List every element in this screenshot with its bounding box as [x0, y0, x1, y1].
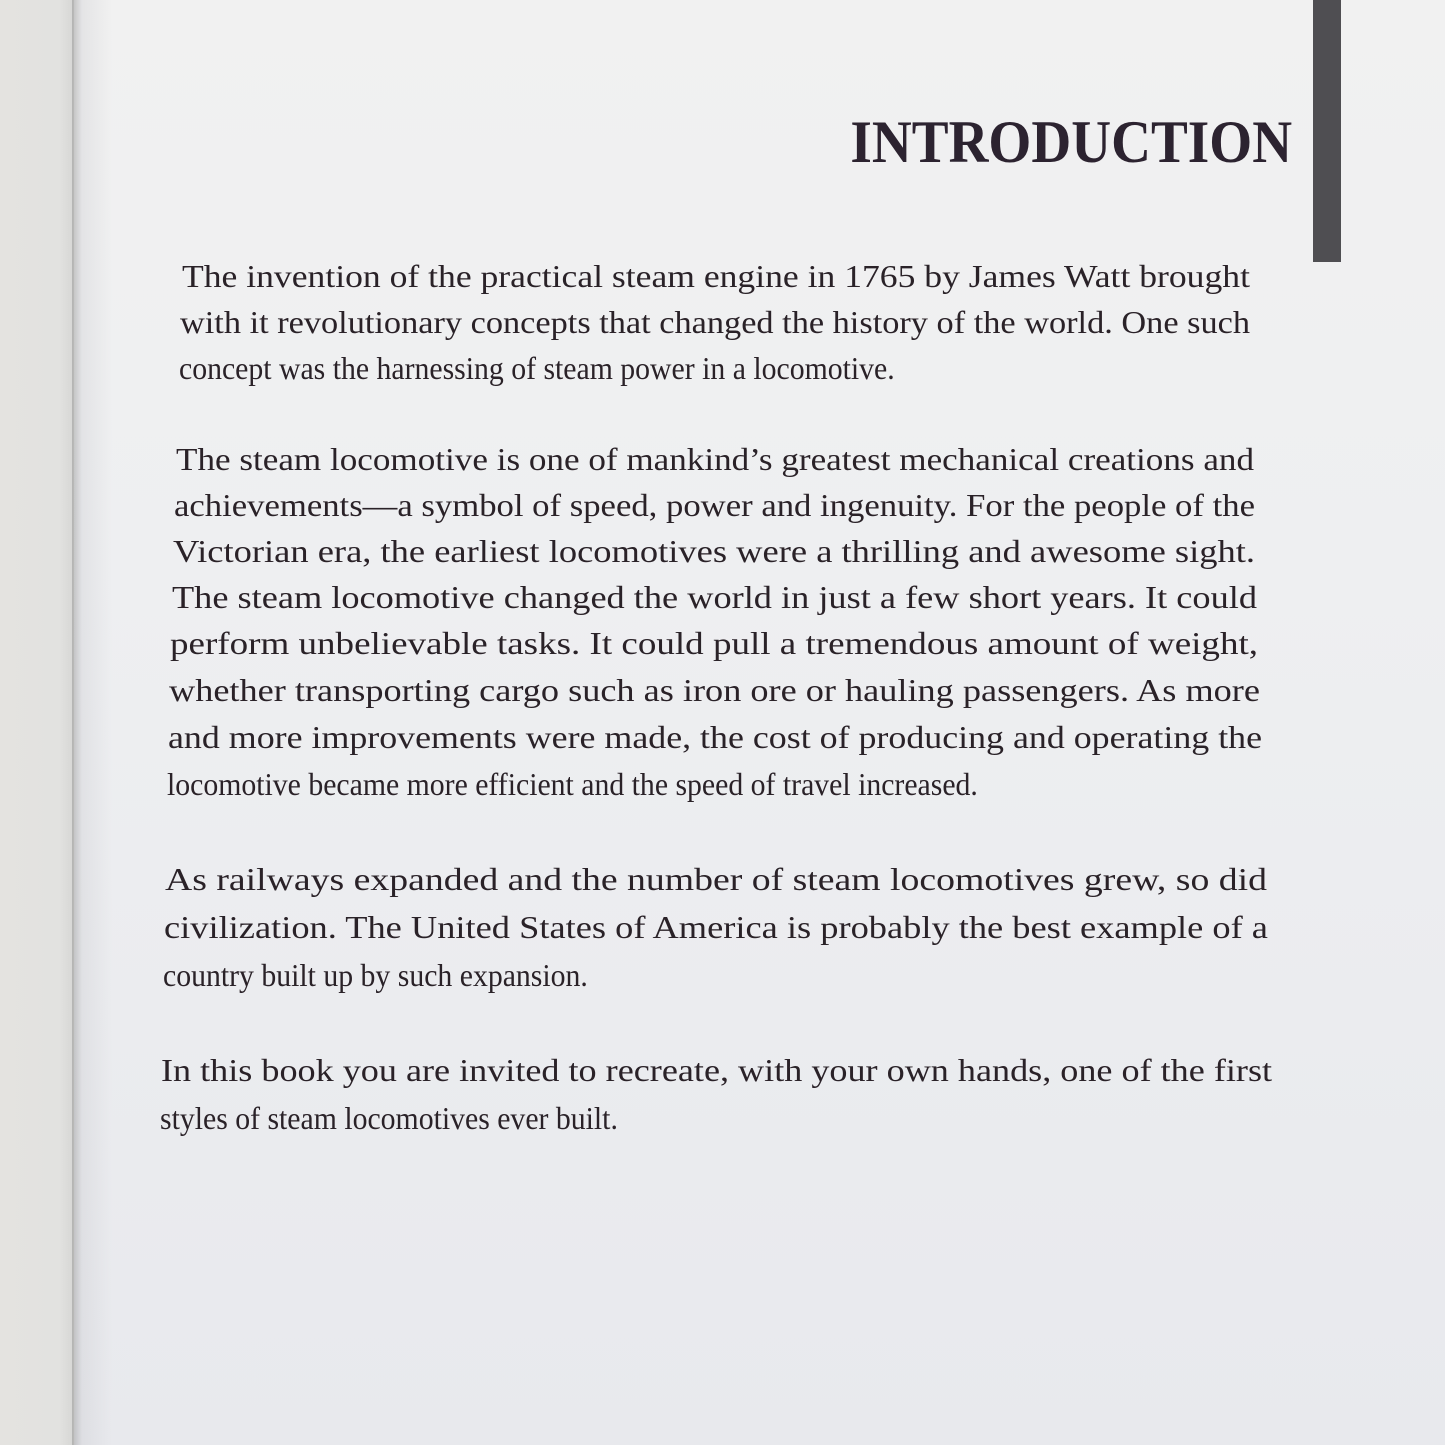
facing-page-edge	[0, 0, 74, 1445]
text-line: concept was the harnessing of steam power in a locomotive.	[179, 350, 895, 386]
text-line: whether transporting cargo such as iron ore or hauling passengers. As more	[169, 672, 1260, 708]
text-line: In this book you are invited to recreate, with your own hands, one of the first	[161, 1052, 1273, 1088]
text-line: The steam locomotive is one of mankind’s greatest mechanical creations and	[176, 441, 1255, 477]
text-line: achievements—a symbol of speed, power and ingenuity. For the people of the	[174, 487, 1255, 523]
text-line: The invention of the practical steam engine in 1765 by James Watt brought	[182, 258, 1250, 294]
text-line: The steam locomotive changed the world in just a few short years. It could	[172, 579, 1257, 615]
text-line: locomotive became more efficient and the speed of travel increased.	[167, 766, 978, 802]
page-gutter-shadow	[72, 0, 112, 1445]
text-line: civilization. The United States of America is probably the best example of a	[164, 909, 1268, 945]
text-line: with it revolutionary concepts that changed the history of the world. One such	[180, 304, 1251, 340]
text-line: and more improvements were made, the cost of producing and operating the	[168, 719, 1263, 755]
text-line: As railways expanded and the number of steam locomotives grew, so did	[165, 861, 1267, 897]
chapter-title: INTRODUCTION	[850, 109, 1292, 175]
text-line: Victorian era, the earliest locomotives were a thrilling and awesome sight.	[173, 533, 1256, 569]
chapter-edge-tab	[1313, 0, 1341, 262]
text-line: perform unbelievable tasks. It could pull a tremendous amount of weight,	[170, 625, 1259, 661]
text-line: styles of steam locomotives ever built.	[160, 1100, 618, 1136]
text-line: country built up by such expansion.	[163, 957, 588, 993]
